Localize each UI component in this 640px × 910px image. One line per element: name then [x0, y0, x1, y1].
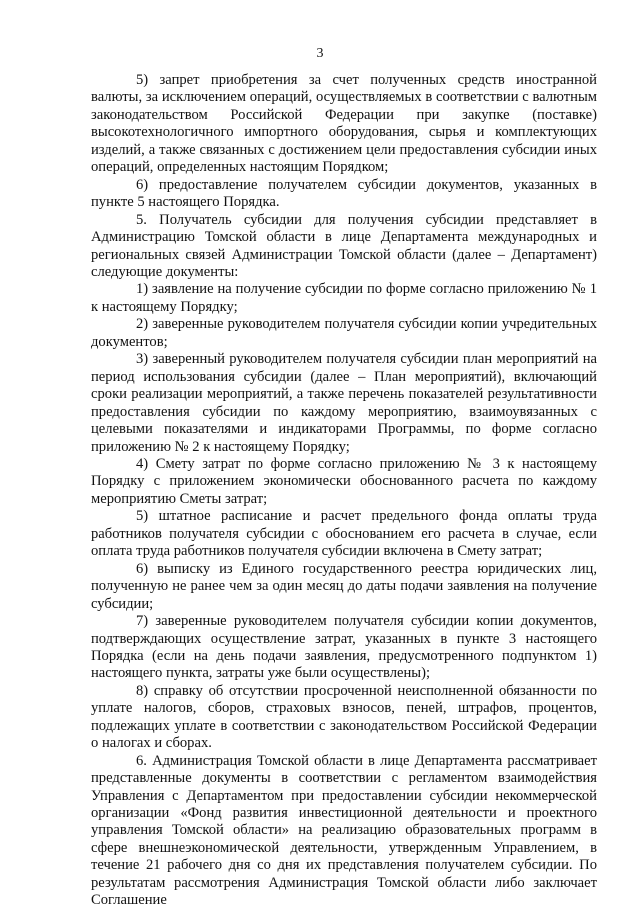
paragraph-section-6: 6. Администрация Томской области в лице Департамента рассматривает представленные документы в соответствии с регламентом взаимодействия Управления с Департаментом при предоставлении субсидии некоммерческой организации «Фонд развития инвестиционной деятельности и проектного управления Томской области» на реализацию образовательных программ в сфере внешнеэкономической деятельности, утвержденным Управлением, в течение 21 рабочего дня со дня их представления получателем субсидии. По результатам рассмотрения Администрация Томской области либо заключает Соглашение	[91, 752, 597, 909]
paragraph-doc-1-application: 1) заявление на получение субсидии по форме согласно приложению № 1 к настоящему Порядку;	[91, 281, 597, 315]
paragraph-doc-7-expense-proof: 7) заверенные руководителем получателя субсидии копии документов, подтверждающих осуществление затрат, указанных в пункте 3 настоящего Порядка (если на день подачи заявления, предусмотренного подпунктом 1) настоящего пункта, затраты уже были осуществлены);	[91, 613, 597, 682]
paragraph-doc-3-action-plan: 3) заверенный руководителем получателя субсидии план мероприятий на период использования субсидии (далее – План мероприятий), включающий сроки реализации мероприятий, а также перечень показателей результативности предоставления субсидии по каждому мероприятию, взаимоувязанных с целевыми показателями и индикаторами Программы, по форме согласно приложению № 2 к настоящему Порядку;	[91, 351, 597, 455]
paragraph-item-6-documents: 6) предоставление получателем субсидии документов, указанных в пункте 5 настоящего Порядка.	[91, 176, 597, 211]
paragraph-doc-8-tax-certificate: 8) справку об отсутствии просроченной неисполненной обязанности по уплате налогов, сборов, страховых взносов, пеней, штрафов, процентов, подлежащих уплате в соответствии с законодательством Российской Федерации о налогах и сборах.	[91, 682, 597, 752]
paragraph-item-5-currency-ban: 5) запрет приобретения за счет полученных средств иностранной валюты, за исключением операций, осуществляемых в соответствии с валютным законодательством Российской Федерации при закупке (поставке) высокотехнологичного импортного оборудования, сырья и комплектующих изделий, а также связанных с достижением цели предоставления субсидии иных операций, определенных настоящим Порядком;	[91, 72, 597, 176]
paragraph-doc-5-staff-schedule: 5) штатное расписание и расчет предельного фонда оплаты труда работников получателя субсидии с обоснованием его расчета в случае, если оплата труда работников получателя субсидии включена в Смету затрат;	[91, 508, 597, 560]
document-body	[91, 72, 597, 910]
paragraph-doc-2-founding-docs: 2) заверенные руководителем получателя субсидии копии учредительных документов;	[91, 316, 597, 350]
paragraph-section-5: 5. Получатель субсидии для получения субсидии представляет в Администрацию Томской области в лице Департамента международных и региональных связей Администрации Томской области (далее – Департамент) следующие документы:	[91, 211, 597, 280]
paragraph-doc-4-cost-estimate: 4) Смету затрат по форме согласно приложению № 3 к настоящему Порядку с приложением экономически обоснованного расчета по каждому мероприятию Сметы затрат;	[91, 455, 597, 507]
page-number: 3	[316, 46, 324, 61]
paragraph-doc-6-registry-extract: 6) выписку из Единого государственного реестра юридических лиц, полученную не ранее чем за один месяц до даты подачи заявления на получение субсидии;	[91, 560, 597, 612]
